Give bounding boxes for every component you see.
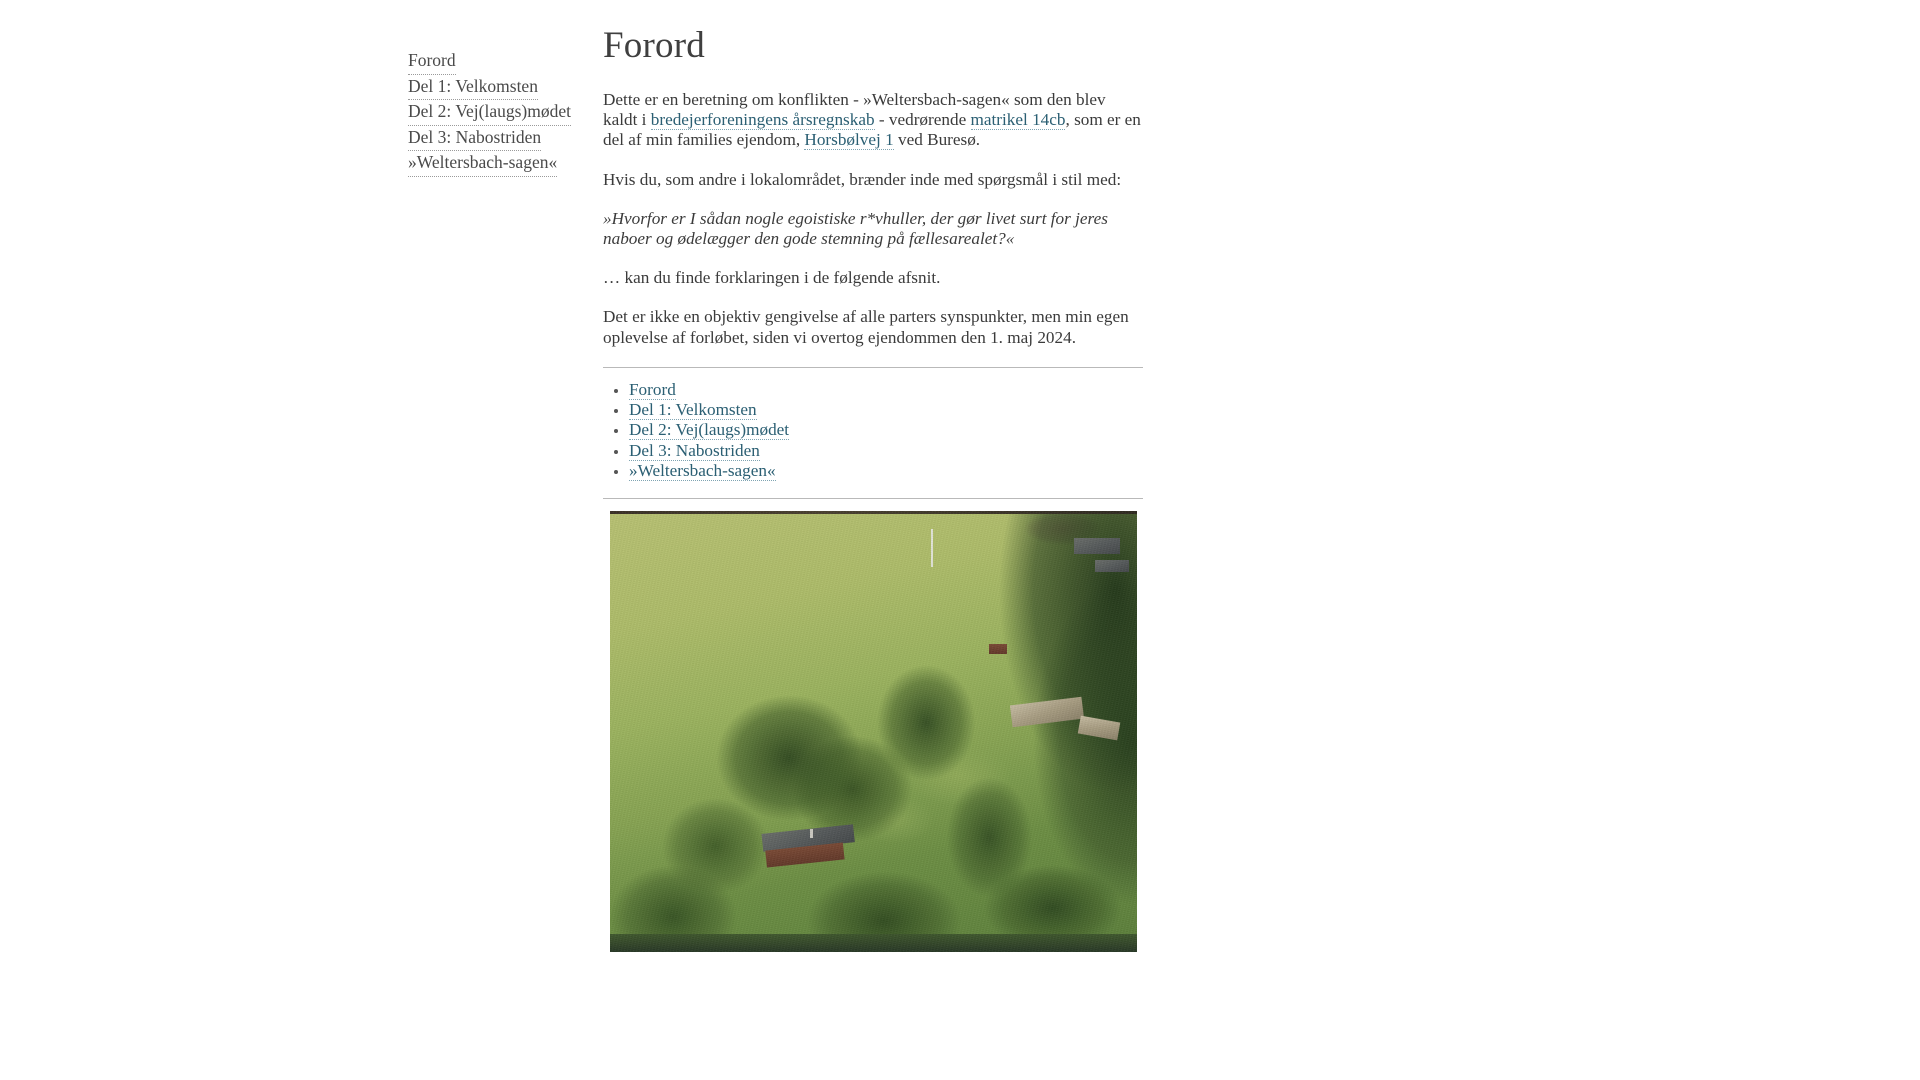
- building-outbuilding-right: [1074, 538, 1120, 554]
- list-item: [629, 420, 1143, 440]
- page-title: Forord: [603, 25, 705, 66]
- toc-link-del-3[interactable]: Del 3: Nabostriden: [629, 440, 760, 460]
- sidebar-row: [408, 125, 578, 151]
- main-content: [603, 0, 1143, 952]
- quote-paragraph: »Hvorfor er I sådan nogle egoistiske r*vhuller, der gør livet surt for jeres naboer og ødelægger den gode stemning på fællesarealet?«: [603, 208, 1108, 249]
- intro-text-part-2: - vedrørende: [874, 110, 971, 130]
- toc-link-del-2[interactable]: Del 2: Vej(laugs)mødet: [629, 420, 790, 440]
- list-item: [629, 380, 1143, 400]
- link-matrikel-14cb[interactable]: matrikel 14cb: [970, 110, 1066, 130]
- sidebar-item-del-1[interactable]: Del 1: Velkomsten: [408, 74, 538, 101]
- disclaimer-paragraph: Det er ikke en objektiv gengivelse af alle parters synspunkter, men min egen oplevelse af forløbet, siden vi overtog ejendommen den 1. maj 2024.: [603, 307, 1129, 347]
- list-item: [629, 441, 1143, 461]
- roof-shape: [1074, 538, 1120, 554]
- sidebar-row: [408, 74, 578, 100]
- wall-shape: [989, 644, 1007, 654]
- sidebar-row: [408, 99, 578, 125]
- sidebar-row: [408, 150, 578, 176]
- photo-top-edge: [610, 511, 1137, 514]
- link-bredejerforeningens-aarsregnskab[interactable]: bredejerforeningens årsregnskab: [650, 110, 875, 130]
- sidebar-item-del-2[interactable]: Del 2: Vej(laugs)mødet: [408, 99, 571, 126]
- list-item: [629, 461, 1143, 481]
- sidebar-navigation: [408, 48, 578, 176]
- sidebar-item-weltersbach-sagen[interactable]: »Weltersbach-sagen«: [408, 150, 557, 177]
- building-red-cabin: [989, 644, 1007, 654]
- chimney-icon: [810, 829, 813, 838]
- property-aerial-photo: [610, 511, 1137, 952]
- toc-link-del-1[interactable]: Del 1: Velkomsten: [629, 400, 757, 420]
- sidebar-row: [408, 48, 578, 74]
- toc-link-weltersbach-sagen[interactable]: »Weltersbach-sagen«: [629, 461, 776, 481]
- divider-top: [603, 367, 1143, 368]
- building-shed-right: [1095, 560, 1129, 572]
- explanation-paragraph: … kan du finde forklaringen i de følgende afsnit.: [603, 268, 941, 288]
- divider-bottom: [603, 498, 1143, 499]
- photo-image: [610, 511, 1137, 952]
- intro-text-part-1: Dette er en beretning om konflikten - »Weltersbach-sagen« som den blev kaldt i: [603, 90, 1106, 130]
- sidebar-item-forord[interactable]: Forord: [408, 48, 456, 75]
- sidebar-item-del-3[interactable]: Del 3: Nabostriden: [408, 125, 541, 152]
- table-of-contents: [603, 380, 1143, 481]
- question-lead-paragraph: Hvis du, som andre i lokalområdet, brænder inde med spørgsmål i stil med:: [603, 169, 1122, 189]
- mast-icon: [931, 529, 933, 567]
- intro-text-part-3: , som er en del af min families ejendom,: [603, 110, 1141, 150]
- intro-paragraph: [603, 90, 1143, 151]
- list-item: [629, 400, 1143, 420]
- roof-shape: [1095, 560, 1129, 572]
- photo-bottom-edge: [610, 934, 1137, 952]
- intro-text-part-4: ved Buresø.: [893, 130, 981, 150]
- toc-link-forord[interactable]: Forord: [629, 379, 676, 399]
- link-horsboelvej-1[interactable]: Horsbølvej 1: [804, 130, 894, 150]
